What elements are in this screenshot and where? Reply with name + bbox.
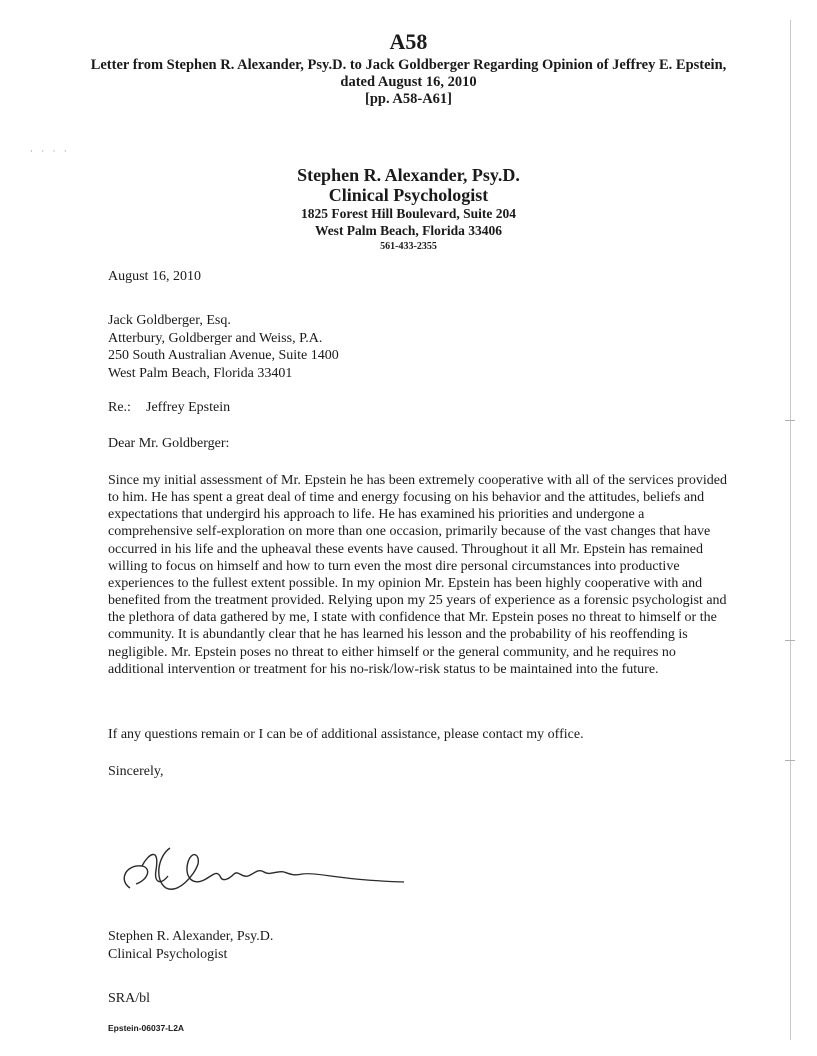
signoff: Sincerely, [108, 764, 164, 779]
signature-image [108, 836, 408, 898]
recipient-line: 250 South Australian Avenue, Suite 1400 [108, 348, 339, 363]
signer-block [108, 928, 273, 963]
scan-artifact: · · · · [30, 146, 70, 156]
scan-tick-mark [785, 420, 795, 421]
letter-date: August 16, 2010 [108, 269, 201, 284]
closing-paragraph: If any questions remain or I can be of additional assistance, please contact my office. [108, 727, 584, 742]
exhibit-id: A58 [389, 29, 428, 54]
caption-line: [pp. A58-A61] [364, 91, 452, 107]
letterhead-city: West Palm Beach, Florida 33406 [314, 223, 503, 238]
letterhead-address: 1825 Forest Hill Boulevard, Suite 204 [301, 206, 516, 221]
recipient-block [108, 312, 339, 382]
typist-initials: SRA/bl [108, 991, 151, 1006]
letterhead-name: Stephen R. Alexander, Psy.D. [297, 165, 520, 185]
salutation: Dear Mr. Goldberger: [108, 436, 230, 451]
exhibit-caption [30, 57, 787, 108]
caption-line: Letter from Stephen R. Alexander, Psy.D. to Jack Goldberger Regarding Opinion of Jeffrey E. Epstein, [90, 57, 727, 73]
letterhead-title: Clinical Psychologist [328, 185, 489, 205]
signer-title: Clinical Psychologist [108, 946, 228, 962]
scan-tick-mark [785, 640, 795, 641]
signer-name: Stephen R. Alexander, Psy.D. [108, 929, 274, 944]
subject-value: Jeffrey Epstein [146, 400, 231, 415]
caption-line: dated August 16, 2010 [340, 74, 477, 90]
recipient-line: Atterbury, Goldberger and Weiss, P.A. [108, 330, 323, 346]
recipient-line: West Palm Beach, Florida 33401 [108, 365, 293, 381]
subject-line [108, 400, 230, 416]
recipient-line: Jack Goldberger, Esq. [108, 313, 231, 328]
letterhead-phone: 561-433-2355 [380, 241, 437, 252]
letter-body: Since my initial assessment of Mr. Epstein he has been extremely cooperative with all of the services provided to him. He has spent a great deal of time and energy focusing on his behavior and the attitudes, beliefs and expectations that undergird his approach to life. He has examined his priorities and undergone a comprehensive self-exploration on more than one occasion, primarily because of the vast changes that have occurred in his life and the upheaval these events have caused. Throughout it all Mr. Epstein has remained willing to focus on himself and how to turn even the most dire personal circumstances into productive experiences to the fullest extent possible. In my opinion Mr. Epstein has been highly cooperative with and benefited from the treatment provided. Relying upon my 25 years of experience as a forensic psychologist and the plethora of data gathered by me, I state with confidence that Mr. Epstein poses no threat to himself or the community. It is abundantly clear that he has learned his lesson and the probability of his reoffending is negligible. Mr. Epstein poses no threat to either himself or the general community, and he requires no additional intervention or treatment for his no-risk/low-risk status to be maintained into the future. [108, 473, 727, 677]
document-code: Epstein-06037-L2A [108, 1023, 185, 1033]
subject-label: Re.: [108, 400, 131, 415]
scan-tick-mark [785, 760, 795, 761]
